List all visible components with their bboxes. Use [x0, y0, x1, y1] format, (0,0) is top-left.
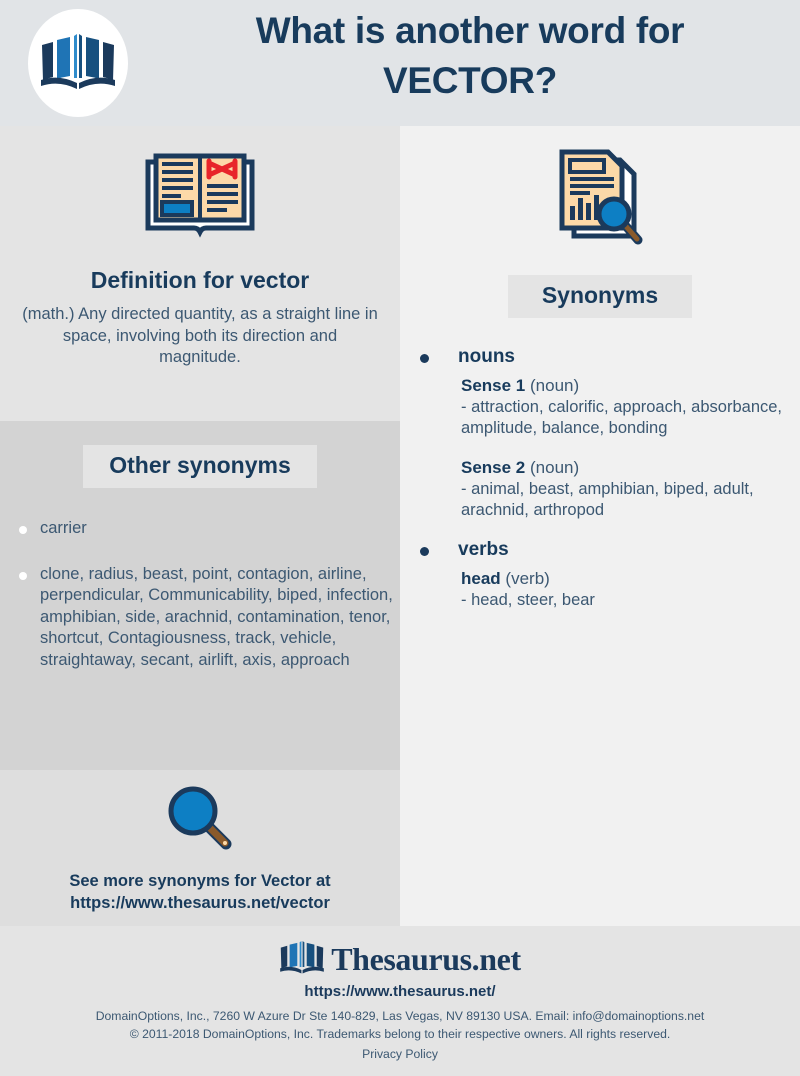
sense-block	[400, 376, 800, 440]
see-more-panel	[0, 770, 400, 926]
pos-text: nouns	[458, 346, 515, 367]
sense-block	[400, 569, 800, 611]
footer-address: DomainOptions, Inc., 7260 W Azure Dr Ste 140-829, Las Vegas, NV 89130 USA. Email: info@domainoptions.net	[95, 1009, 705, 1023]
other-synonym-group-1[interactable]: clone, radius, beast, point, contagion, airline, perpendicular, Communicability, biped, infection, amphibian, side, arachnid, contamination, tenor, shortcut, Contagiousness, track, vehicle, straightaway, secant, airlift, axis, approach	[40, 564, 393, 670]
definition-text: (math.) Any directed quantity, as a straight line in space, involving both its direction and magnitude.	[22, 305, 378, 367]
sense-pos-tag: (noun)	[530, 376, 580, 395]
footer-brand[interactable]	[0, 926, 800, 982]
bullet-dot-icon	[19, 526, 27, 534]
sense-label	[461, 458, 788, 478]
sense-pos-tag: (verb)	[505, 569, 550, 589]
page-title	[150, 6, 790, 106]
sense-words[interactable]: - head, steer, bear	[461, 591, 595, 610]
sense-label	[461, 569, 788, 589]
see-more-text[interactable]	[0, 870, 400, 915]
page-title-line1: What is another word for	[255, 10, 685, 51]
pos-group-nouns	[400, 346, 800, 521]
synonyms-heading: Synonyms	[508, 275, 692, 318]
open-dictionary-book-icon	[142, 148, 258, 245]
page-title-line2: VECTOR?	[382, 59, 557, 101]
right-column	[400, 126, 800, 926]
sense-name: Sense 2	[461, 457, 526, 477]
definition-panel	[0, 126, 400, 421]
footer-copyright: © 2011-2018 DomainOptions, Inc. Trademarks belong to their respective owners. All rights reserved.	[129, 1027, 671, 1041]
other-synonyms-heading-wrap	[0, 421, 400, 488]
page-header	[0, 0, 800, 126]
other-synonyms-list	[0, 518, 400, 672]
sense-words[interactable]: - attraction, calorific, approach, absorbance, amplitude, balance, bonding	[461, 398, 783, 438]
pos-label-nouns	[400, 346, 800, 368]
synonyms-groups	[400, 346, 800, 611]
list-item	[0, 564, 400, 672]
sense-label	[461, 376, 788, 396]
left-column	[0, 126, 400, 926]
synonyms-icon-wrap	[400, 126, 800, 253]
bullet-dot-icon	[420, 547, 429, 556]
pos-group-verbs	[400, 539, 800, 611]
open-book-logo-icon	[279, 937, 325, 982]
bullet-dot-icon	[420, 354, 429, 363]
sense-name: head	[461, 569, 501, 589]
pos-text: verbs	[458, 539, 509, 561]
sense-name: Sense 1	[461, 376, 526, 395]
page-footer	[0, 926, 800, 1076]
privacy-policy-link[interactable]: Privacy Policy	[362, 1047, 438, 1061]
pos-label-verbs	[400, 539, 800, 561]
magnifying-glass-icon	[162, 780, 238, 857]
see-more-line1: See more synonyms for Vector at	[69, 872, 331, 890]
sense-pos-tag: (noun)	[530, 457, 580, 477]
definition-icon-wrap	[0, 126, 400, 245]
other-synonyms-heading: Other synonyms	[83, 445, 317, 488]
header-logo	[28, 9, 128, 117]
synonyms-heading-wrap	[400, 275, 800, 318]
open-book-logo-icon	[39, 29, 117, 98]
definition-heading: Definition for vector	[90, 267, 310, 293]
sense-words[interactable]: - animal, beast, amphibian, biped, adult, arachnid, arthropod	[461, 479, 754, 519]
list-item	[0, 518, 400, 540]
document-with-magnifier-icon	[548, 148, 652, 253]
see-more-icon-wrap	[0, 770, 400, 857]
footer-brand-url[interactable]: https://www.thesaurus.net/	[304, 983, 496, 1000]
footer-brand-name: Thesaurus.net	[331, 941, 521, 977]
bullet-dot-icon	[19, 572, 27, 580]
sense-block	[400, 458, 800, 522]
see-more-link[interactable]: https://www.thesaurus.net/vector	[70, 894, 330, 913]
other-synonym-group-0[interactable]: carrier	[40, 519, 87, 537]
